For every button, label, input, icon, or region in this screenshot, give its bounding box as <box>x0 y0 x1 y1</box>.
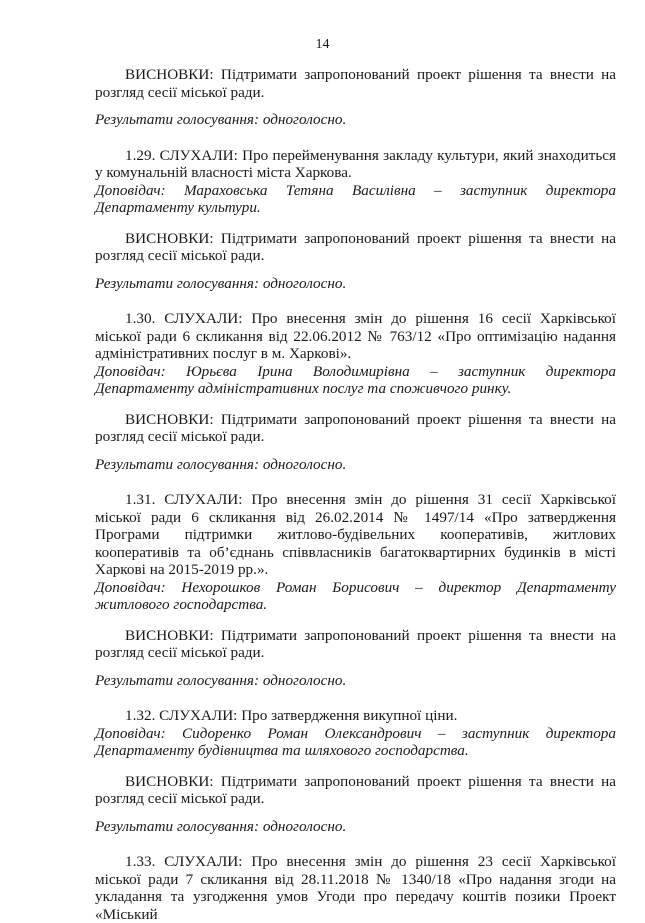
heard-item-1-31: 1.31. СЛУХАЛИ: Про внесення змін до рішення 31 сесії Харківської міської ради 6 скликання від 26.02.2014 № 1497/14 «Про затвердження Програми підтримки житлово-будівельних кооперативів, житлових кооперативів та об’єднань співвласників багатоквартирних будинків в місті Харкові на 2015-2019 рр.». <box>95 491 616 578</box>
heard-item-1-29: 1.29. СЛУХАЛИ: Про перейменування закладу культури, який знаходиться у комунальній власності міста Харкова. <box>95 146 616 181</box>
speaker-text: Доповідач: Нехорошков Роман Борисович – директор Департаменту житлового господарства. <box>95 578 616 613</box>
heard-item-1-33: 1.33. СЛУХАЛИ: Про внесення змін до рішення 23 сесії Харківської міської ради 7 скликання від 28.11.2018 № 1340/18 «Про надання згоди на укладання та узгодження умов Угоди про передачу коштів позики Проект «Міський <box>95 853 616 923</box>
voting-result: Результати голосування: одноголосно. <box>95 671 347 689</box>
voting-result: Результати голосування: одноголосно. <box>95 455 347 473</box>
heard-item-1-32: 1.32. СЛУХАЛИ: Про затвердження викупної ціни. <box>125 707 458 724</box>
conclusion-text: ВИСНОВКИ: Підтримати запропонований проект рішення та внести на розгляд сесії міської ради. <box>95 626 616 661</box>
speaker-text: Доповідач: Сидоренко Роман Олександрович – заступник директора Департаменту будівництва та шляхового господарства. <box>95 724 616 759</box>
document-body <box>95 66 616 923</box>
voting-result: Результати голосування: одноголосно. <box>95 111 347 128</box>
page-number: 14 <box>315 37 330 52</box>
conclusion-text: ВИСНОВКИ: Підтримати запропонований проект рішення та внести на розгляд сесії міської ради. <box>95 772 616 807</box>
voting-result: Результати голосування: одноголосно. <box>95 274 347 292</box>
voting-result: Результати голосування: одноголосно. <box>95 817 347 835</box>
speaker-text: Доповідач: Мараховська Тетяна Василівна – заступник директора Департаменту культури. <box>95 181 616 216</box>
speaker-text: Доповідач: Юрьєва Ірина Володимирівна – заступник директора Департаменту адміністративних послуг та споживчого ринку. <box>95 362 616 397</box>
conclusion-text: ВИСНОВКИ: Підтримати запропонований проект рішення та внести на розгляд сесії міської ради. <box>95 410 616 445</box>
conclusion-text: ВИСНОВКИ: Підтримати запропонований проект рішення та внести на розгляд сесії міської ради. <box>95 66 616 101</box>
conclusion-text: ВИСНОВКИ: Підтримати запропонований проект рішення та внести на розгляд сесії міської ради. <box>95 229 616 264</box>
heard-item-1-30: 1.30. СЛУХАЛИ: Про внесення змін до рішення 16 сесії Харківської міської ради 6 скликання від 22.06.2012 № 763/12 «Про оптимізацію надання адміністративних послуг в м. Харкові». <box>95 310 616 362</box>
